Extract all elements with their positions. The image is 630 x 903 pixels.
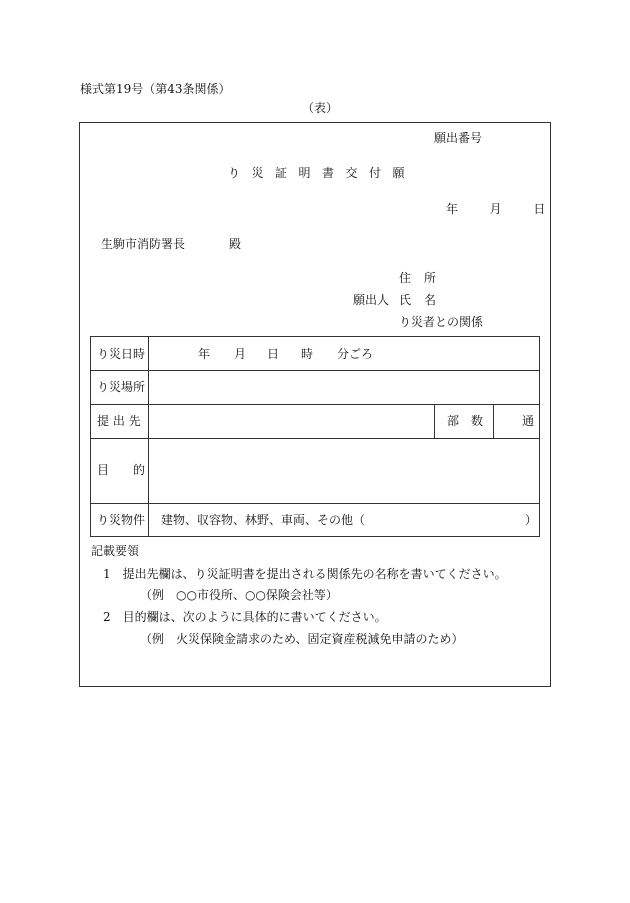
note-example: （例 ○○市役所、○○保険会社等） (140, 588, 338, 602)
datetime-month: 月 (234, 347, 247, 361)
addressee-suffix: 殿 (229, 237, 242, 251)
note-item (103, 567, 507, 581)
incident-info-table (90, 336, 540, 537)
applicant-label: 願出人 (353, 293, 390, 307)
note-example: （例 火災保険金請求のため、固定資産税減免申請のため） (140, 632, 464, 646)
datetime-day: 日 (267, 347, 280, 361)
date-year-label: 年 (446, 202, 459, 216)
document-title: り災証明書交付願 (228, 166, 417, 180)
row-divider (91, 438, 539, 439)
property-options: 建物、収容物、林野、車両、その他（ (161, 513, 366, 527)
application-number-label: 願出番号 (434, 131, 483, 145)
purpose-label: 目 的 (97, 463, 146, 477)
notes-title: 記載要領 (91, 544, 140, 558)
destination-label: 提 出 先 (97, 414, 141, 428)
property-close-paren: ） (525, 513, 538, 527)
relation-label: り災者との関係 (399, 315, 484, 329)
date-line (446, 202, 545, 216)
note-number: 1 (103, 567, 111, 581)
note-text: 目的欄は、次のように具体的に書いてください。 (122, 610, 387, 624)
form-number: 様式第19号（第43条関係） (80, 82, 231, 96)
address-label: 住所 (399, 271, 450, 285)
location-label: り災場所 (97, 380, 146, 394)
row-divider (91, 503, 539, 504)
copies-value-divider (493, 404, 494, 438)
datetime-year: 年 (198, 347, 211, 361)
row-divider (91, 370, 539, 371)
datetime-label: り災日時 (97, 347, 146, 361)
date-day-label: 日 (533, 202, 546, 216)
addressee: 生駒市消防署長 (101, 237, 186, 251)
note-item (103, 610, 387, 624)
front-side-label: （表） (302, 101, 339, 115)
datetime-minute: 分ごろ (337, 347, 374, 361)
copies-unit: 通 (522, 414, 535, 428)
copies-divider (434, 404, 435, 438)
row-divider (91, 404, 539, 405)
note-number: 2 (103, 610, 111, 624)
note-text: 提出先欄は、り災証明書を提出される関係先の名称を書いてください。 (122, 567, 507, 581)
datetime-hour: 時 (301, 347, 314, 361)
date-month-label: 月 (489, 202, 502, 216)
name-label: 氏名 (399, 293, 450, 307)
copies-label: 部 数 (447, 414, 484, 428)
property-label: り災物件 (97, 513, 146, 527)
label-column-divider (148, 337, 149, 536)
